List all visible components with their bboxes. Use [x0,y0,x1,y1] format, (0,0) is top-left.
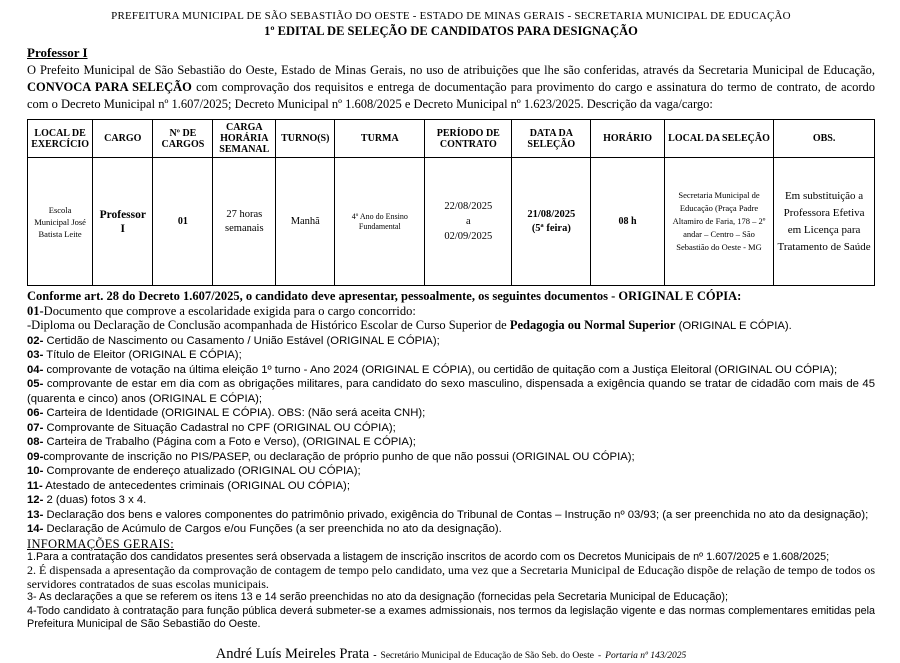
intro-text-before: O Prefeito Municipal de São Sebastião do Oeste, Estado de Minas Gerais, no uso de atribuições que lhe são conferidas, através da Secretaria Municipal de Educação, [27,63,875,77]
col-header-turma: TURMA [335,120,425,158]
item-06-text: Carteira de Identidade (ORIGINAL E CÓPIA). OBS: (Não será aceita CNH); [43,407,426,419]
intro-paragraph [27,62,875,113]
document-item-11 [27,479,875,494]
cell-data-selecao [512,158,591,286]
document-item-06 [27,406,875,421]
document-item-01 [27,304,875,319]
cell-local-selecao: Secretaria Municipal de Educação (Praça Padre Altamiro de Faria, 178 – 2º andar – Centro – São Sebastião do Oeste - MG [664,158,773,286]
position-heading: Professor I [27,45,88,60]
intro-text-after: com comprovação dos requisitos e entrega de documentação para provimento do cargo e assinatura do termo de contrato, de acordo com o Decreto Municipal nº 1.607/2025; Decreto Municipal nº 1.608/2025 e Decreto Municipal nº 1.623/2025. Descrição da vaga/cargo: [27,80,876,111]
general-info-item-3: 3- As declarações a que se referem os itens 13 e 14 serão preenchidas no ato da designação (fornecidas pela Secretaria Municipal de Educação); [27,591,729,603]
general-info-item-2: 2. É dispensada a apresentação da comprovação de contagem de tempo pelo candidato, uma vez que a Secretaria Municipal de Educação dispõe de relação de tempo de todos os servidores contratados de suas escolas municipais. [27,563,875,591]
vacancy-table-header-row [28,120,875,158]
general-info-item-1: 1.Para a contratação dos candidatos presentes será observada a listagem de inscrição inscritos de acordo com os Decretos Municipais de nº 1.607/2025 e 1.608/2025; [27,550,830,563]
cell-carga-horaria: 27 horas semanais [213,158,276,286]
edital-title: 1º EDITAL DE SELEÇÃO DE CANDIDATOS PARA DESIGNAÇÃO [264,24,638,38]
intro-convoca-bold: CONVOCA PARA SELEÇÃO [27,80,192,94]
col-header-carga-horaria: CARGA HORÁRIA SEMANAL [213,120,276,158]
cell-local-exercicio: Escola Municipal José Batista Leite [28,158,93,286]
cell-cargo: Professor I [93,158,153,286]
col-header-obs: OBS. [774,120,875,158]
footer-separator-2: - [597,650,602,661]
item-14-text: Declaração de Acúmulo de Cargos e/ou Funções (a ser preenchida no ato da designação). [43,523,502,535]
item-07-text: Comprovante de Situação Cadastral no CPF (ORIGINAL OU CÓPIA); [43,421,396,434]
item-10-number: 10- [27,465,44,477]
document-item-12 [27,493,875,508]
periodo-connector: a [465,216,471,227]
item-04-text: comprovante de votação na última eleição 1º turno - Ano 2024 (ORIGINAL E CÓPIA), ou certidão de quitação com a Justiça Eleitoral (ORIGINAL OU CÓPIA); [43,363,838,376]
general-info-section [27,537,875,632]
item-10-text: Comprovante de endereço atualizado (ORIGINAL OU CÓPIA); [43,465,361,477]
documents-heading: Conforme art. 28 do Decreto 1.607/2025, o candidato deve apresentar, pessoalmente, os seguintes documentos - ORIGINAL E CÓPIA: [27,289,742,303]
col-header-data-selecao: DATA DA SELEÇÃO [512,120,591,158]
col-header-local-selecao: LOCAL DA SELEÇÃO [664,120,773,158]
cell-periodo-contrato [425,158,512,286]
cell-obs: Em substituição a Professora Efetiva em Licença para Tratamento de Saúde [774,158,875,286]
vacancy-table-data-row [28,158,875,286]
document-item-04 [27,363,875,378]
diploma-text-bold: Pedagogia ou Normal Superior [509,318,676,332]
document-item-05 [27,377,875,406]
col-header-horario: HORÁRIO [591,120,665,158]
cell-turma: 4º Ano do Ensino Fundamental [335,158,425,286]
item-04-number: 04- [27,363,44,376]
item-05-text: comprovante de estar em dia com as obrigações militares, para candidato do sexo masculino, dispensada a exigência quando se tratar de cidadão com mais de 45 (quarenta e cinco) anos (ORIGINAL E CÓPIA); [27,378,875,405]
item-03-number: 03- [27,349,44,361]
item-13-text: Declaração dos bens e valores componentes do patrimônio privado, exigência do Tribunal de Contas – Instrução nº 03/93; (a ser preenchida no ato da designação); [43,508,869,521]
required-documents-section [27,289,875,537]
document-item-10 [27,464,875,479]
col-header-num-cargos: Nº DE CARGOS [153,120,213,158]
col-header-cargo: CARGO [93,120,153,158]
footer-separator-1: - [373,649,377,661]
item-14-number: 14- [27,523,44,535]
selecao-weekday: (5ª feira) [531,222,571,234]
general-info-item-4: 4-Todo candidato à contratação para função pública deverá submeter-se a exames admissionais, nos termos da legislação vigente e das normas complementares emitidas pela Prefeitura Municipal de São Sebastião do Oeste. [27,604,875,630]
portaria-reference: Portaria nº 143/2025 [605,650,687,661]
document-item-08 [27,435,875,450]
item-06-number: 06- [27,407,44,419]
item-11-number: 11- [27,479,43,492]
periodo-start-date: 22/08/2025 [444,201,493,212]
diploma-text-post: (ORIGINAL E CÓPIA). [675,320,792,332]
item-01-number: 01- [27,303,44,318]
signatory-name: André Luís Meireles Prata [215,645,370,662]
selecao-date: 21/08/2025 [527,208,576,220]
item-11-text: Atestado de antecedentes criminais (ORIGINAL OU CÓPIA); [42,479,350,492]
document-item-07 [27,421,875,436]
general-info-heading: INFORMAÇÕES GERAIS: [27,536,175,551]
item-02-text: Certidão de Nascimento ou Casamento / União Estável (ORIGINAL E CÓPIA); [43,334,440,347]
item-03-text: Título de Eleitor (ORIGINAL E CÓPIA); [43,349,242,361]
document-item-03 [27,348,875,363]
item-02-number: 02- [27,334,44,347]
item-12-number: 12- [27,494,44,506]
item-08-number: 08- [27,436,44,448]
document-item-14 [27,522,875,537]
item-01-text: Documento que comprove a escolaridade exigida para o cargo concorrido: [43,303,416,318]
col-header-local-exercicio: LOCAL DE EXERCÍCIO [28,120,93,158]
item-09-text: comprovante de inscrição no PIS/PASEP, ou declaração de próprio punho de que não possui (ORIGINAL OU CÓPIA); [43,450,635,463]
vacancy-table [27,119,875,286]
document-item-01-diploma [27,318,875,334]
document-item-02 [27,334,875,349]
cell-horario: 08 h [591,158,665,286]
cell-num-cargos: 01 [153,158,213,286]
item-12-text: 2 (duas) fotos 3 x 4. [43,494,147,506]
col-header-periodo-contrato: PERÍODO DE CONTRATO [425,120,512,158]
item-08-text: Carteira de Trabalho (Página com a Foto e Verso), (ORIGINAL E CÓPIA); [43,436,416,448]
item-07-number: 07- [27,421,44,434]
col-header-turnos: TURNO(S) [276,120,335,158]
document-item-13 [27,508,875,523]
cell-turnos: Manhã [276,158,335,286]
periodo-end-date: 02/09/2025 [444,231,493,242]
municipality-header-line: PREFEITURA MUNICIPAL DE SÃO SEBASTIÃO DO OESTE - ESTADO DE MINAS GERAIS - SECRETARIA MUNICIPAL DE EDUCAÇÃO [111,10,791,22]
item-05-number: 05- [27,378,44,390]
signatory-role: Secretário Municipal de Educação de São Seb. do Oeste [380,650,594,661]
item-09-number: 09- [27,450,44,463]
signature-footer [27,645,875,663]
item-13-number: 13- [27,508,44,521]
diploma-text-pre: -Diploma ou Declaração de Conclusão acompanhada de Histórico Escolar de Curso Superior de [27,318,510,332]
document-item-09 [27,450,875,465]
